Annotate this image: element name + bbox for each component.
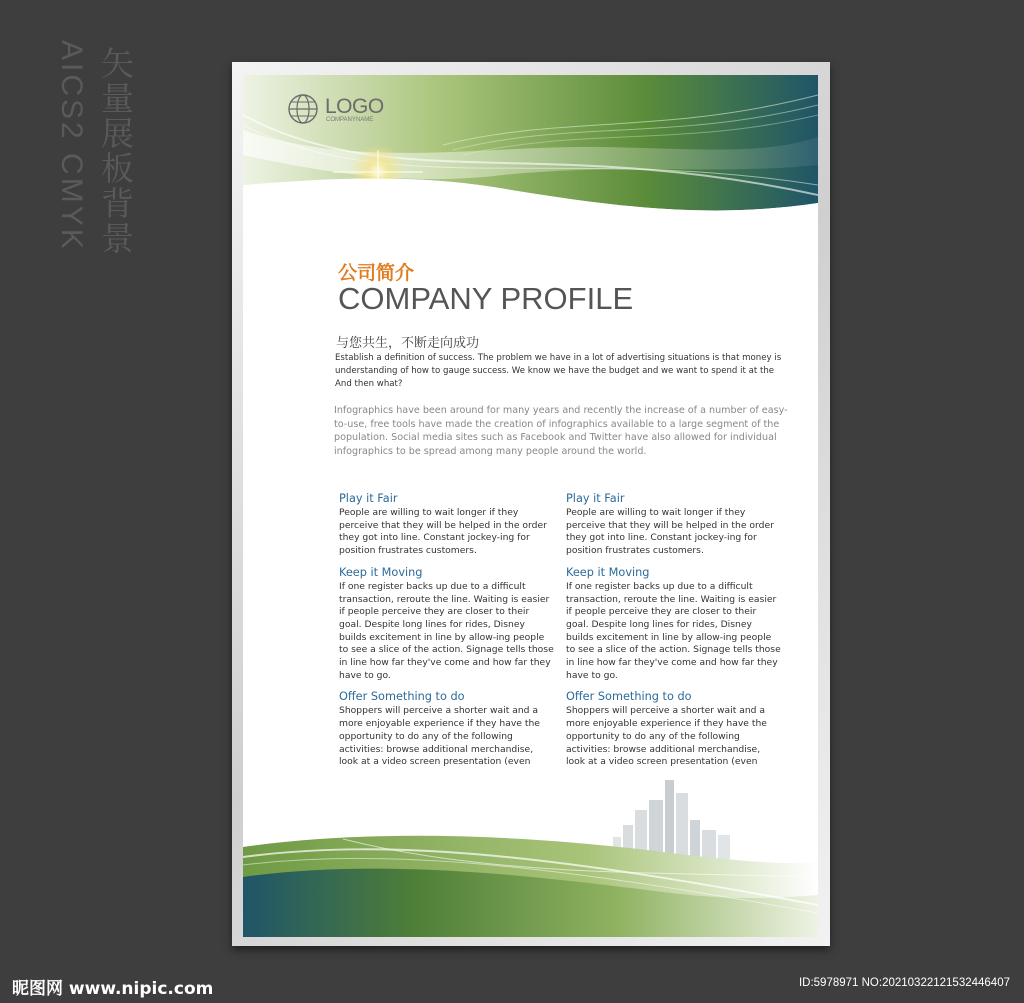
bottom-wave-graphic <box>243 817 818 937</box>
logo-text: LOGO <box>325 95 384 118</box>
section-text: Shoppers will perceive a shorter wait and a more enjoyable experience if they have the opportunity to do any of the following activities: browse additional merchandise, look at a video screen presentation (even <box>566 705 767 768</box>
intro-paragraph: Establish a definition of success. The problem we have in a lot of advertising situations is that money is understanding of how to gauge success. We know we have the budget and we want to spend it at the And then what? <box>335 353 782 389</box>
poster <box>243 75 818 937</box>
side-chinese-title: 矢量展板背景 <box>96 46 135 256</box>
slogan: 与您共生，不断走向成功 <box>336 336 480 351</box>
watermark-bar <box>0 962 1024 1003</box>
section-text: People are willing to wait longer if they perceive that they will be helped in the order they got into line. Constant jockey-ing for position frustrates customers. <box>339 507 547 557</box>
description-paragraph: Infographics have been around for many years and recently the increase of a number of easy-to-use, free tools have made the creation of infographics available to a large segment of the population. Social media sites such as Facebook and Twitter have also allowed for individual infographics to be spread among many people around the world. <box>334 405 788 457</box>
page-title: COMPANY PROFILE <box>338 281 634 316</box>
section-text: If one register backs up due to a difficult transaction, reroute the line. Waiting is easier if people perceive they are closer to their goal. Despite long lines for rides, Disney builds excitement in line by allow-ing people to see a slice of the action. Signage tells those in line how far they've come and how far they have to go. <box>339 580 554 681</box>
section-play-it-fair <box>339 492 554 558</box>
section-heading: Keep it Moving <box>566 565 650 579</box>
section-text: If one register backs up due to a difficult transaction, reroute the line. Waiting is easier if people perceive they are closer to their goal. Despite long lines for rides, Disney builds excitement in line by allow-ing people to see a slice of the action. Signage tells those in line how far they've come and how far they have to go. <box>566 580 781 681</box>
text-column-left <box>339 492 554 777</box>
section-offer-something <box>566 690 781 769</box>
section-text: Shoppers will perceive a shorter wait and a more enjoyable experience if they have the opportunity to do any of the following activities: browse additional merchandise, look at a video screen presentation (even <box>339 705 540 768</box>
side-format-label: AICS2 CMYK <box>55 40 88 252</box>
section-keep-it-moving <box>339 566 554 683</box>
section-heading: Offer Something to do <box>339 690 465 704</box>
section-play-it-fair <box>566 492 781 558</box>
section-heading: Keep it Moving <box>339 565 423 579</box>
site-watermark: 昵图网 www.nipic.com <box>12 979 214 999</box>
section-keep-it-moving <box>566 566 781 683</box>
section-heading: Offer Something to do <box>566 690 692 704</box>
section-heading: Play it Fair <box>339 492 398 505</box>
logo-company-name: COMPANYNAME <box>326 117 374 123</box>
image-id-watermark: ID:5978971 NO:20210322121532446407 <box>798 977 1010 989</box>
chinese-heading: 公司简介 <box>338 262 415 284</box>
section-offer-something <box>339 690 554 769</box>
globe-icon <box>287 93 319 125</box>
text-column-right <box>566 492 781 777</box>
section-text: People are willing to wait longer if they perceive that they will be helped in the order they got into line. Constant jockey-ing for position frustrates customers. <box>566 507 774 557</box>
section-heading: Play it Fair <box>566 492 625 505</box>
